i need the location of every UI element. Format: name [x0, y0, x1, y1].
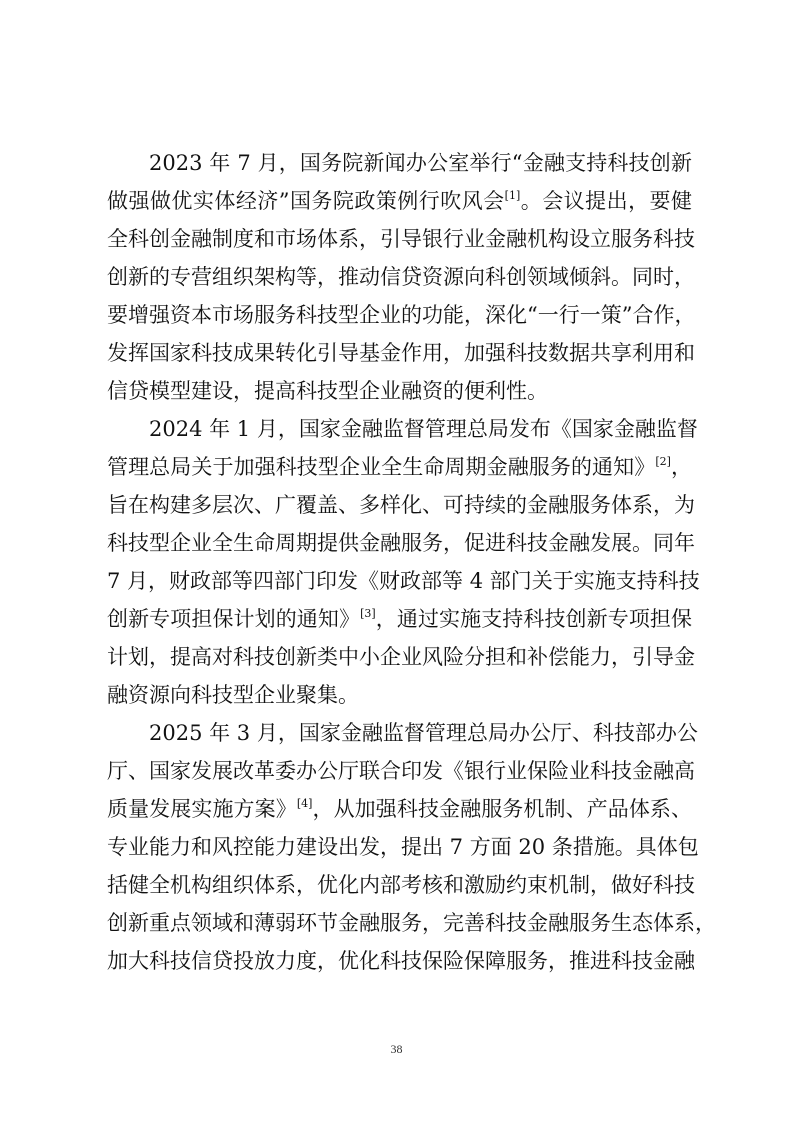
- paragraph: [107, 714, 716, 980]
- text-line: 加大科技信贷投放力度，优化科技保险保障服务，推进科技金融: [107, 949, 695, 973]
- text-line: 厅、国家发展改革委办公厅联合印发《银行业保险业科技金融高: [107, 759, 695, 783]
- text-line: 融资源向科技型企业聚集。: [107, 683, 359, 707]
- text-line: 要增强资本市场服务科技型企业的功能，深化“一行一策”合作，: [107, 303, 696, 327]
- text-line: 2023 年 7 月，国务院新闻办公室举行“金融支持科技创新: [149, 151, 692, 175]
- text-line: 管理总局关于加强科技型企业全生命周期金融服务的通知》[2]，: [107, 455, 693, 479]
- footnote-ref[interactable]: [4]: [296, 797, 313, 810]
- text-line: 创新的专营组织架构等，推动信贷资源向科创领域倾斜。同时，: [107, 265, 695, 289]
- text-line: 计划，提高对科技创新类中小企业风险分担和补偿能力，引导金: [107, 645, 695, 669]
- footnote-ref[interactable]: [1]: [504, 189, 521, 202]
- text-line: 信贷模型建设，提高科技型企业融资的便利性。: [107, 379, 548, 403]
- text-line: 2024 年 1 月，国家金融监督管理总局发布《国家金融监督: [149, 417, 698, 441]
- text-line: 创新重点领域和薄弱环节金融服务，完善科技金融服务生态体系，: [107, 911, 716, 935]
- paragraph: [107, 410, 700, 714]
- paragraph: [107, 144, 696, 410]
- body-text: [107, 144, 716, 980]
- text-line: 2025 年 3 月，国家金融监督管理总局办公厅、科技部办公: [149, 721, 698, 745]
- text-line: 科技型企业全生命周期提供金融服务，促进科技金融发展。同年: [107, 531, 695, 555]
- text-line: 全科创金融制度和市场体系，引导银行业金融机构设立服务科技: [107, 227, 695, 251]
- page-number: 38: [390, 1042, 403, 1056]
- text-line: 做强做优实体经济”国务院政策例行吹风会[1]。会议提出，要健: [107, 189, 693, 213]
- text-line: 专业能力和风控能力建设出发，提出 7 方面 20 条措施。具体包: [107, 835, 699, 859]
- text-line: 7 月，财政部等四部门印发《财政部等 4 部门关于实施支持科技: [107, 569, 700, 593]
- text-line: 质量发展实施方案》[4]，从加强科技金融服务机制、产品体系、: [107, 797, 693, 821]
- text-line: 发挥国家科技成果转化引导基金作用，加强科技数据共享利用和: [107, 341, 695, 365]
- text-line: 创新专项担保计划的通知》[3]，通过实施支持科技创新专项担保: [107, 607, 693, 631]
- footnote-ref[interactable]: [2]: [655, 455, 671, 468]
- footnote-ref[interactable]: [3]: [360, 607, 376, 620]
- text-line: 旨在构建多层次、广覆盖、多样化、可持续的金融服务体系，为: [107, 493, 695, 517]
- text-line: 括健全机构组织体系，优化内部考核和激励约束机制，做好科技: [107, 873, 695, 897]
